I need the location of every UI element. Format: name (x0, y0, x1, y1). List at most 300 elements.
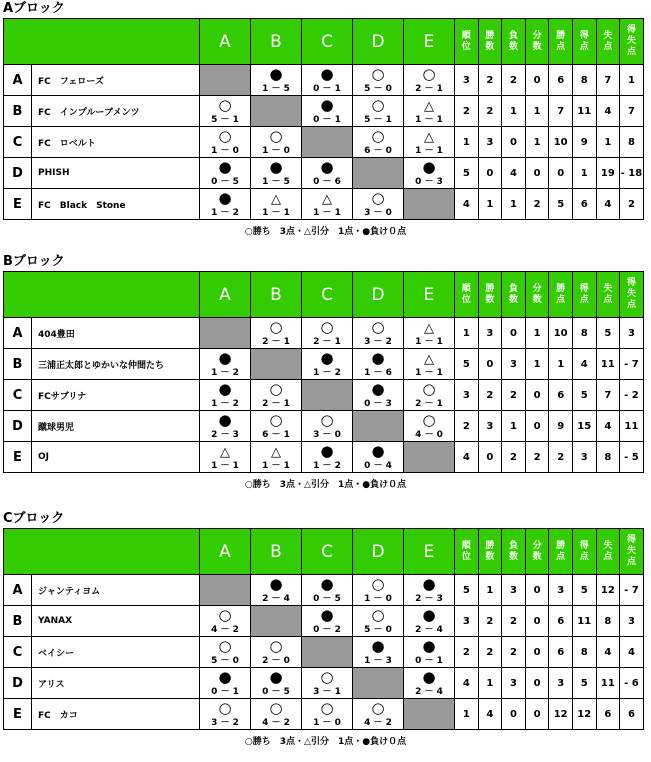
stat-value: 4 (502, 158, 526, 189)
self-match-cell (251, 96, 302, 127)
match-cell (200, 158, 251, 189)
stat-value: 19 (596, 158, 620, 189)
match-cell (200, 380, 251, 411)
result-mark: ○ (422, 411, 436, 429)
stat-value: 1 (525, 127, 549, 158)
stat-value: 8 (596, 442, 620, 473)
match-score: 3 － 2 (211, 718, 239, 728)
stat-value: 2 (620, 189, 644, 220)
match-cell (200, 349, 251, 380)
stat-value: 2 (478, 606, 502, 637)
table-row (4, 349, 644, 380)
self-match-cell (404, 189, 455, 220)
stat-value: 6 (549, 380, 573, 411)
match-score: 1 － 1 (415, 337, 443, 347)
stat-value: 0 (502, 318, 526, 349)
match-cell (251, 127, 302, 158)
row-label: E (4, 699, 32, 730)
match-cell (404, 96, 455, 127)
stat-value: 1 (620, 65, 644, 96)
self-match-cell (200, 65, 251, 96)
team-name: FC インプルーブメンツ (32, 96, 200, 127)
stat-value: 6 (620, 699, 644, 730)
match-cell (404, 411, 455, 442)
result-mark: ● (371, 442, 385, 460)
match-score: 0 － 1 (313, 84, 341, 94)
header-corner (4, 19, 200, 65)
stat-value: 4 (596, 637, 620, 668)
self-match-cell (302, 380, 353, 411)
stat-value: 1 (478, 668, 502, 699)
stat-value: 3 (455, 65, 479, 96)
header-row (4, 272, 644, 318)
match-score: 1 － 0 (211, 146, 239, 156)
stat-value: 3 (502, 575, 526, 606)
header-stat: 負 数 (502, 19, 526, 65)
result-mark: ● (422, 575, 436, 593)
standings-table (3, 18, 644, 220)
stat-value: 6 (596, 699, 620, 730)
match-score: 0 － 3 (364, 399, 392, 409)
result-mark: ● (320, 575, 334, 593)
team-name: FCサブリナ (32, 380, 200, 411)
team-name: PHISH (32, 158, 200, 189)
match-score: 3 － 0 (313, 430, 341, 440)
team-name: FC ロベルト (32, 127, 200, 158)
match-score: 1 － 0 (313, 718, 341, 728)
match-score: 3 － 0 (364, 208, 392, 218)
row-label: E (4, 442, 32, 473)
table-row (4, 189, 644, 220)
table-row (4, 380, 644, 411)
match-score: 5 － 1 (364, 115, 392, 125)
table-row (4, 442, 644, 473)
stat-value: 0 (525, 65, 549, 96)
match-cell (251, 65, 302, 96)
match-score: 4 － 2 (211, 625, 239, 635)
match-score: 2 － 1 (415, 84, 443, 94)
header-stat: 失 点 (596, 19, 620, 65)
match-score: 5 － 0 (211, 656, 239, 666)
match-cell (200, 189, 251, 220)
stat-value: 4 (596, 189, 620, 220)
match-score: 1 － 2 (313, 368, 341, 378)
result-mark: ● (371, 349, 385, 367)
stat-value: 8 (596, 606, 620, 637)
match-cell (353, 575, 404, 606)
header-team: A (200, 19, 251, 65)
result-mark: △ (424, 352, 434, 367)
header-team: D (353, 19, 404, 65)
table-row (4, 575, 644, 606)
match-score: 1 － 2 (211, 399, 239, 409)
stat-value: 11 (620, 411, 644, 442)
row-label: D (4, 411, 32, 442)
result-mark: △ (322, 192, 332, 207)
row-label: C (4, 637, 32, 668)
match-cell (200, 96, 251, 127)
result-mark: ● (218, 380, 232, 398)
result-mark: ○ (422, 65, 436, 83)
result-mark: ● (371, 380, 385, 398)
match-cell (302, 668, 353, 699)
legend: ○勝ち 3点・△引分 1点・●負け０点 (244, 480, 407, 490)
result-mark: ● (269, 668, 283, 686)
self-match-cell (200, 318, 251, 349)
stat-value: 2 (502, 606, 526, 637)
result-mark: ● (320, 349, 334, 367)
match-cell (302, 606, 353, 637)
result-mark: ○ (218, 637, 232, 655)
match-score: 2 － 3 (415, 594, 443, 604)
stat-value: 15 (572, 411, 596, 442)
match-score: 2 － 4 (415, 687, 443, 697)
stat-value: 2 (502, 442, 526, 473)
stat-value: 5 (455, 575, 479, 606)
result-mark: ● (422, 668, 436, 686)
stat-value: 2 (478, 96, 502, 127)
header-stat: 勝 数 (478, 529, 502, 575)
stat-value: 9 (572, 127, 596, 158)
match-score: 6 － 0 (364, 146, 392, 156)
stat-value: 1 (478, 575, 502, 606)
match-cell (251, 189, 302, 220)
header-stat: 負 数 (502, 272, 526, 318)
self-match-cell (200, 575, 251, 606)
header-corner (4, 272, 200, 318)
match-score: 5 － 0 (364, 625, 392, 635)
stat-value: - 7 (620, 349, 644, 380)
stat-value: 4 (596, 411, 620, 442)
stat-value: 3 (620, 318, 644, 349)
stat-value: 8 (572, 637, 596, 668)
row-label: A (4, 575, 32, 606)
block-2 (0, 512, 651, 762)
stat-value: 1 (502, 96, 526, 127)
stat-value: 2 (455, 637, 479, 668)
match-score: 0 － 3 (415, 177, 443, 187)
header-team: B (251, 19, 302, 65)
stat-value: 11 (572, 606, 596, 637)
stat-value: 12 (572, 699, 596, 730)
match-score: 0 － 1 (211, 687, 239, 697)
result-mark: ● (269, 575, 283, 593)
stat-value: 11 (596, 349, 620, 380)
header-team: C (302, 272, 353, 318)
result-mark: ○ (371, 318, 385, 336)
match-cell (404, 606, 455, 637)
match-cell (302, 189, 353, 220)
match-score: 2 － 3 (211, 430, 239, 440)
team-name: FC カコ (32, 699, 200, 730)
self-match-cell (251, 606, 302, 637)
header-stat: 得 失 点 (620, 272, 644, 318)
stat-value: 5 (549, 189, 573, 220)
header-stat: 勝 点 (549, 272, 573, 318)
stat-value: 0 (525, 411, 549, 442)
team-name: FC フェローズ (32, 65, 200, 96)
table-row (4, 96, 644, 127)
team-name: YANAX (32, 606, 200, 637)
match-cell (200, 442, 251, 473)
match-cell (200, 411, 251, 442)
row-label: C (4, 127, 32, 158)
stat-value: 3 (502, 349, 526, 380)
stat-value: 7 (549, 96, 573, 127)
match-score: 1 － 1 (262, 208, 290, 218)
stat-value: 3 (478, 318, 502, 349)
stat-value: 4 (455, 442, 479, 473)
match-score: 2 － 1 (415, 399, 443, 409)
header-stat: 勝 数 (478, 19, 502, 65)
result-mark: ● (218, 189, 232, 207)
result-mark: ○ (269, 127, 283, 145)
stat-value: 6 (549, 65, 573, 96)
stat-value: 2 (549, 442, 573, 473)
match-cell (251, 380, 302, 411)
match-score: 3 － 1 (313, 687, 341, 697)
stat-value: 5 (572, 668, 596, 699)
table-row (4, 606, 644, 637)
block-1 (0, 255, 651, 505)
result-mark: ● (422, 158, 436, 176)
header-team: E (404, 529, 455, 575)
match-cell (353, 96, 404, 127)
match-score: 3 － 2 (364, 337, 392, 347)
match-cell (353, 442, 404, 473)
stat-value: - 18 (620, 158, 644, 189)
match-cell (302, 65, 353, 96)
stat-value: 5 (455, 349, 479, 380)
header-stat: 得 失 点 (620, 19, 644, 65)
stat-value: 2 (478, 637, 502, 668)
result-mark: ○ (371, 699, 385, 717)
stat-value: 1 (455, 127, 479, 158)
result-mark: ● (320, 442, 334, 460)
stat-value: 3 (502, 668, 526, 699)
stat-value: 0 (525, 606, 549, 637)
stat-value: 1 (525, 349, 549, 380)
match-cell (353, 349, 404, 380)
result-mark: ○ (218, 606, 232, 624)
table-row (4, 65, 644, 96)
match-score: 0 － 5 (211, 177, 239, 187)
result-mark: ● (320, 606, 334, 624)
header-stat: 失 点 (596, 529, 620, 575)
match-score: 2 － 4 (262, 594, 290, 604)
result-mark: ○ (269, 380, 283, 398)
match-cell (251, 668, 302, 699)
header-corner (4, 529, 200, 575)
table-row (4, 318, 644, 349)
stat-value: 3 (455, 380, 479, 411)
match-cell (302, 411, 353, 442)
result-mark: ○ (371, 606, 385, 624)
team-name: 三浦正太郎とゆかいな仲間たち (32, 349, 200, 380)
match-cell (302, 699, 353, 730)
result-mark: ● (218, 668, 232, 686)
match-cell (404, 637, 455, 668)
table-row (4, 668, 644, 699)
row-label: A (4, 65, 32, 96)
table-row (4, 699, 644, 730)
stat-value: 7 (596, 65, 620, 96)
header-stat: 順 位 (455, 272, 479, 318)
standings-table (3, 528, 644, 730)
stat-value: 1 (478, 189, 502, 220)
self-match-cell (404, 699, 455, 730)
stat-value: 6 (549, 606, 573, 637)
match-score: 6 － 1 (262, 430, 290, 440)
result-mark: △ (424, 130, 434, 145)
match-score: 5 － 1 (211, 115, 239, 125)
stat-value: 2 (502, 380, 526, 411)
header-team: E (404, 19, 455, 65)
match-score: 1 － 1 (415, 146, 443, 156)
header-team: B (251, 272, 302, 318)
table-row (4, 637, 644, 668)
stat-value: 1 (455, 318, 479, 349)
stat-value: 3 (549, 575, 573, 606)
result-mark: ● (218, 349, 232, 367)
self-match-cell (353, 668, 404, 699)
result-mark: △ (220, 445, 230, 460)
stat-value: 0 (525, 637, 549, 668)
match-cell (200, 668, 251, 699)
match-cell (251, 158, 302, 189)
match-cell (404, 575, 455, 606)
header-team: A (200, 272, 251, 318)
block-0 (0, 2, 651, 252)
match-score: 1 － 2 (211, 208, 239, 218)
stat-value: 4 (572, 349, 596, 380)
stat-value: 5 (455, 158, 479, 189)
match-cell (200, 127, 251, 158)
header-stat: 勝 点 (549, 529, 573, 575)
stat-value: 1 (502, 189, 526, 220)
match-score: 1 － 0 (364, 594, 392, 604)
table-row (4, 158, 644, 189)
stat-value: 10 (549, 318, 573, 349)
match-score: 1 － 1 (415, 368, 443, 378)
stat-value: 5 (596, 318, 620, 349)
stat-value: 12 (596, 575, 620, 606)
stat-value: 2 (455, 411, 479, 442)
row-label: D (4, 668, 32, 699)
result-mark: ○ (218, 127, 232, 145)
stat-value: 7 (620, 96, 644, 127)
match-score: 2 － 1 (313, 337, 341, 347)
match-score: 5 － 0 (364, 84, 392, 94)
self-match-cell (353, 411, 404, 442)
stat-value: - 6 (620, 668, 644, 699)
result-mark: ○ (320, 668, 334, 686)
legend: ○勝ち 3点・△引分 1点・●負け０点 (244, 227, 407, 237)
match-cell (404, 127, 455, 158)
stat-value: 7 (596, 380, 620, 411)
stat-value: 0 (478, 158, 502, 189)
match-score: 0 － 1 (415, 656, 443, 666)
stat-value: 10 (549, 127, 573, 158)
stat-value: 3 (572, 442, 596, 473)
header-team: C (302, 19, 353, 65)
header-stat: 得 点 (572, 19, 596, 65)
match-cell (404, 668, 455, 699)
result-mark: ○ (269, 411, 283, 429)
match-score: 2 － 1 (262, 337, 290, 347)
stat-value: 2 (478, 65, 502, 96)
match-cell (353, 65, 404, 96)
match-score: 4 － 2 (262, 718, 290, 728)
result-mark: ● (320, 158, 334, 176)
match-score: 2 － 4 (415, 625, 443, 635)
stat-value: 0 (502, 127, 526, 158)
header-stat: 分 数 (525, 272, 549, 318)
result-mark: ○ (269, 637, 283, 655)
stat-value: 6 (549, 637, 573, 668)
result-mark: ○ (218, 699, 232, 717)
match-cell (404, 318, 455, 349)
header-stat: 分 数 (525, 529, 549, 575)
header-team: D (353, 272, 404, 318)
stat-value: 3 (455, 606, 479, 637)
team-name: FC Black Stone (32, 189, 200, 220)
stat-value: 2 (478, 380, 502, 411)
header-team: A (200, 529, 251, 575)
row-label: C (4, 380, 32, 411)
stat-value: 5 (572, 575, 596, 606)
result-mark: ● (218, 158, 232, 176)
block-title: Bブロック (3, 254, 65, 269)
stat-value: 3 (549, 668, 573, 699)
header-stat: 順 位 (455, 19, 479, 65)
block-title: Cブロック (3, 511, 65, 526)
stat-value: - 5 (620, 442, 644, 473)
match-cell (302, 442, 353, 473)
match-cell (353, 606, 404, 637)
match-score: 1 － 1 (262, 461, 290, 471)
header-stat: 得 点 (572, 272, 596, 318)
match-cell (353, 637, 404, 668)
match-cell (404, 158, 455, 189)
result-mark: △ (271, 192, 281, 207)
match-score: 1 － 1 (313, 208, 341, 218)
match-cell (404, 380, 455, 411)
stat-value: 4 (620, 637, 644, 668)
match-cell (251, 575, 302, 606)
result-mark: ○ (371, 575, 385, 593)
match-cell (302, 158, 353, 189)
team-name: ジャンティヨム (32, 575, 200, 606)
match-score: 0 － 2 (313, 625, 341, 635)
stat-value: 0 (502, 699, 526, 730)
match-score: 1 － 2 (211, 368, 239, 378)
header-stat: 勝 点 (549, 19, 573, 65)
stat-value: 11 (572, 96, 596, 127)
match-score: 1 － 6 (364, 368, 392, 378)
stat-value: 0 (525, 575, 549, 606)
result-mark: ○ (320, 699, 334, 717)
match-cell (302, 318, 353, 349)
stat-value: 3 (620, 606, 644, 637)
match-cell (404, 349, 455, 380)
match-score: 0 － 1 (313, 115, 341, 125)
stat-value: 2 (455, 96, 479, 127)
table-row (4, 411, 644, 442)
team-name: ベイシー (32, 637, 200, 668)
match-score: 2 － 1 (262, 399, 290, 409)
match-score: 4 － 2 (364, 718, 392, 728)
